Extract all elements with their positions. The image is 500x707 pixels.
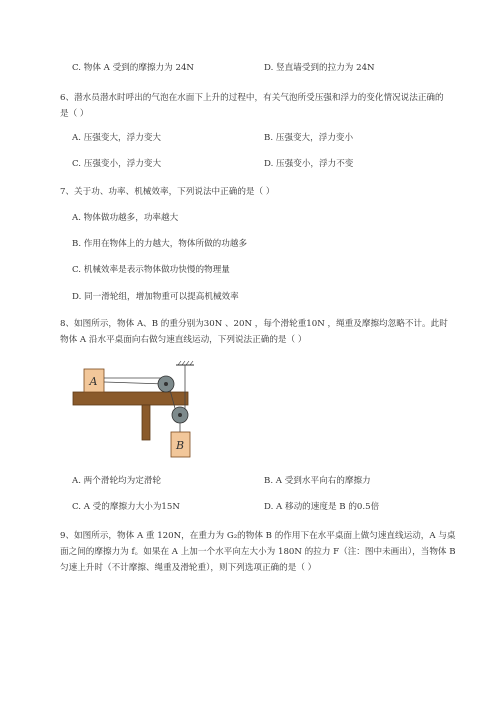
q6-stem-line-2: 是（ ）: [60, 109, 89, 119]
pulley-diagram: [70, 360, 230, 465]
q8-option-c: C. A 受的摩擦力大小为15N: [72, 502, 180, 512]
q8-option-d: D. A 移动的速度是 B 的0.5倍: [264, 502, 380, 512]
q7-option-b: B. 作用在物体上的力越大，物体所做的功越多: [72, 239, 248, 249]
q8-stem-line-2: 物体 A 沿水平桌面向右做匀速直线运动，下列说法正确的是（ ）: [60, 335, 307, 345]
ceiling-hatch: [178, 361, 193, 365]
q7-stem: 7、关于功、功率、机械效率，下列说法中正确的是（ ）: [60, 187, 275, 197]
q7-option-c: C. 机械效率是表示物体做功快慢的物理量: [72, 265, 230, 275]
q6-option-b: B. 压强变大，浮力变小: [264, 133, 354, 143]
prev-option-d: D. 竖直墙受到的拉力为 24N: [264, 63, 375, 73]
q9-stem-line-2: 面之间的摩擦力为 f。如果在 A 上加一个水平向左大小为 180N 的拉力 F（注：图中未画出），当物体 B: [60, 547, 456, 557]
q6-option-d: D. 压强变小，浮力不变: [264, 159, 354, 169]
movable-pulley-axle: [178, 413, 182, 417]
rope-horizontal-bottom: [104, 382, 165, 384]
q9-stem-line-1: 9、如图所示，物体 A 重 120N，在重力为 G₂的物体 B 的作用下在水平桌面上做匀速直线运动，A 与桌: [60, 531, 456, 541]
q9-stem-line-3: 匀速上升时（不计摩擦、绳重及滑轮重），则下列选项正确的是（ ）: [60, 563, 317, 573]
q8-option-a: A. 两个滑轮均为定滑轮: [72, 476, 162, 486]
q8-option-b: B. A 受到水平向右的摩擦力: [264, 476, 371, 486]
block-a-label: A: [89, 375, 98, 388]
q6-option-a: A. 压强变大，浮力变大: [72, 133, 162, 143]
q6-stem-line-1: 6、潜水员潜水时呼出的气泡在水面下上升的过程中，有关气泡所受压强和浮力的变化情况说法正确的: [60, 93, 444, 103]
q7-option-a: A. 物体做功越多，功率越大: [72, 213, 179, 223]
prev-option-c: C. 物体 A 受到的摩擦力为 24N: [72, 63, 194, 73]
fixed-pulley-axle: [164, 382, 168, 386]
q8-stem-line-1: 8、如图所示，物体 A、B 的重分别为30N 、20N ，每个滑轮重10N ，绳重及摩擦均忽略不计。此时: [60, 319, 448, 329]
q7-option-d: D. 同一滑轮组，增加物重可以提高机械效率: [72, 292, 239, 302]
table-leg: [142, 405, 150, 440]
q6-option-c: C. 压强变小，浮力变大: [72, 159, 162, 169]
block-b-label: B: [176, 439, 185, 452]
